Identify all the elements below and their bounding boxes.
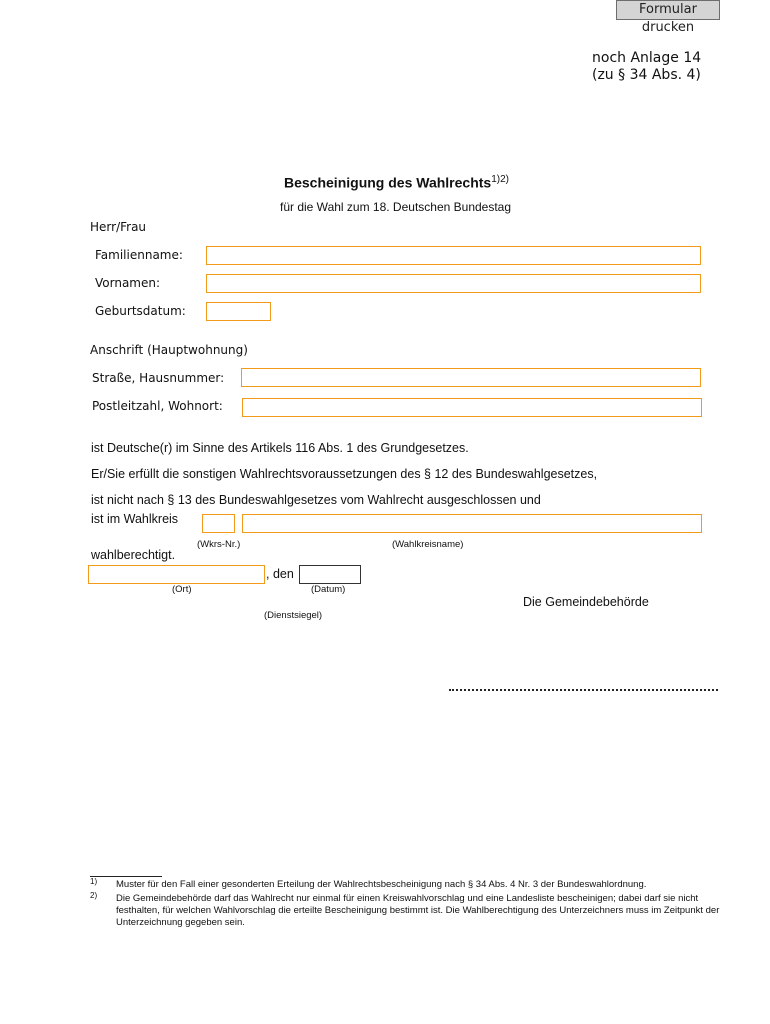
authority-label: Die Gemeindebehörde — [523, 595, 649, 609]
annex-line-2: (zu § 34 Abs. 4) — [592, 67, 701, 83]
footnote-1-text: Muster für den Fall einer gesonderten Erteilung der Wahlrechtsbescheinigung nach § 34 Abs. 4 Nr. 3 der Bundeswahlordnung. — [116, 879, 647, 890]
birthdate-label: Geburtsdatum: — [95, 304, 186, 318]
annex-line-1: noch Anlage 14 — [592, 50, 702, 66]
firstnames-field[interactable] — [206, 274, 701, 293]
district-name-input[interactable] — [243, 516, 701, 533]
document-title — [284, 174, 509, 191]
place-input[interactable] — [89, 567, 264, 584]
place-caption: (Ort) — [172, 584, 192, 595]
footnote-2 — [90, 893, 720, 929]
street-field[interactable] — [241, 368, 701, 387]
city-field[interactable] — [242, 398, 702, 417]
footnote-1 — [90, 879, 720, 891]
place-field[interactable] — [88, 565, 265, 584]
den-label: , den — [266, 567, 294, 581]
firstnames-label: Vornamen: — [95, 276, 161, 290]
annex-reference — [592, 50, 701, 84]
district-number-input[interactable] — [203, 516, 234, 533]
seal-caption: (Dienstsiegel) — [264, 610, 323, 621]
district-number-field[interactable] — [202, 514, 235, 533]
street-input[interactable] — [242, 370, 700, 387]
surname-field[interactable] — [206, 246, 701, 265]
firstnames-input[interactable] — [207, 276, 700, 293]
statement-eligible: wahlberechtigt. — [91, 548, 176, 562]
district-name-caption: (Wahlkreisname) — [392, 539, 464, 550]
print-form-button[interactable]: Formular drucken — [616, 0, 720, 20]
surname-input[interactable] — [207, 248, 700, 265]
birthdate-field[interactable] — [206, 302, 271, 321]
salutation: Herr/Frau — [90, 220, 147, 234]
footnote-2-text: Die Gemeindebehörde darf das Wahlrecht nur einmal für einen Kreiswahlvorschlag und eine Landesliste bescheinigen; dabei darf sie nicht festhalten, für welchen Wahlvorschlag die erteilte Bescheinigung bestimmt ist. Die Wahlberechtigung des Unterzeichners muss im Zeitpunkt der Unterzeichnung gegeben sein. — [116, 893, 720, 928]
city-input[interactable] — [243, 400, 701, 417]
city-label: Postleitzahl, Wohnort: — [92, 399, 223, 413]
title-text: Bescheinigung des Wahlrechts — [284, 174, 492, 191]
surname-label: Familienname: — [95, 248, 183, 262]
footnote-1-mark: 1) — [90, 877, 98, 886]
document-subtitle: für die Wahl zum 18. Deutschen Bundestag — [280, 200, 512, 214]
date-field[interactable] — [299, 565, 361, 584]
street-label: Straße, Hausnummer: — [92, 371, 225, 385]
date-caption: (Datum) — [311, 584, 346, 595]
footnote-separator — [90, 876, 162, 877]
district-name-field[interactable] — [242, 514, 702, 533]
statement-requirements: Er/Sie erfüllt die sonstigen Wahlrechtsvoraussetzungen des § 12 des Bundeswahlgesetzes, — [91, 467, 598, 481]
date-input[interactable] — [300, 567, 360, 584]
title-footnote-refs: 1)2) — [491, 174, 509, 185]
birthdate-input[interactable] — [207, 304, 270, 321]
statement-citizenship: ist Deutsche(r) im Sinne des Artikels 116 Abs. 1 des Grundgesetzes. — [91, 441, 469, 455]
signature-line — [449, 683, 718, 691]
statement-district: ist im Wahlkreis — [91, 512, 179, 526]
district-number-caption: (Wkrs-Nr.) — [197, 539, 241, 550]
address-heading: Anschrift (Hauptwohnung) — [90, 343, 248, 357]
footnote-2-mark: 2) — [90, 891, 98, 900]
statement-not-excluded: ist nicht nach § 13 des Bundeswahlgesetzes vom Wahlrecht ausgeschlossen und — [91, 493, 541, 507]
